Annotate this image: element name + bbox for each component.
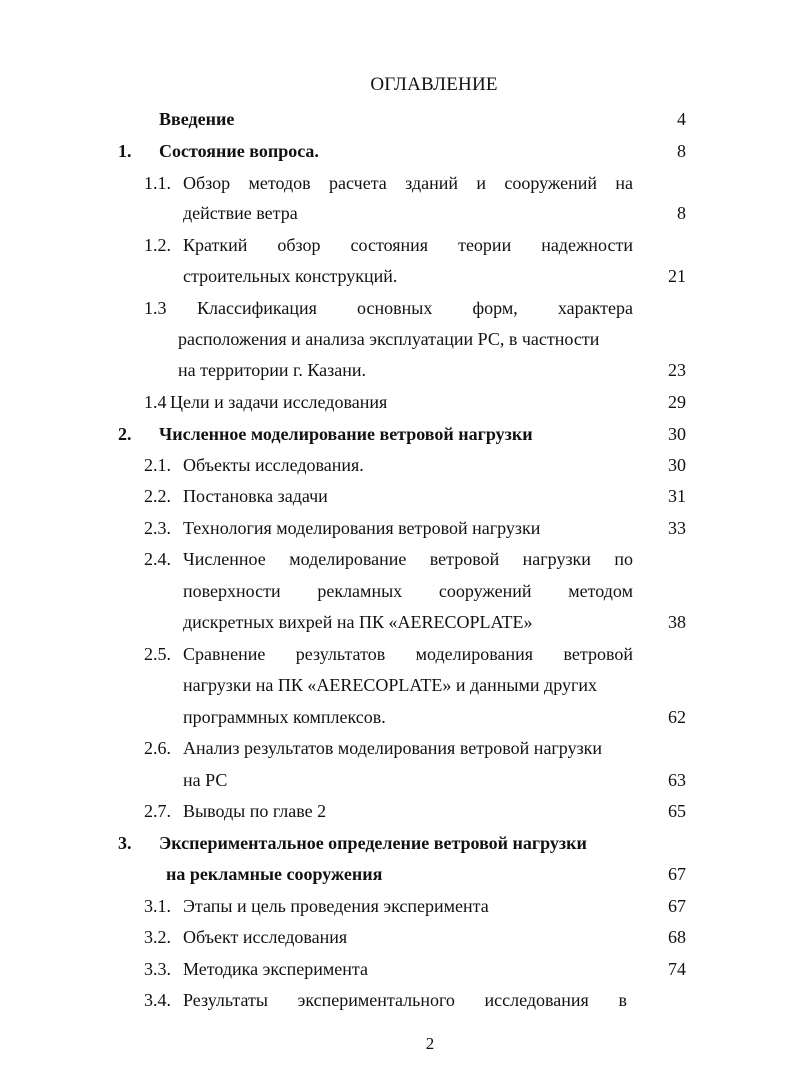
toc-entry-text: Методика эксперимента: [183, 959, 368, 979]
toc-entry-text: Численное моделирование ветровой нагрузки: [159, 424, 533, 444]
toc-word: ветровой: [563, 644, 633, 664]
toc-entry-page: 38: [668, 612, 686, 632]
toc-entry-text: Технология моделирования ветровой нагрузки: [183, 518, 541, 538]
toc-word: надежности: [541, 235, 633, 255]
toc-entry-num: 1.2.: [144, 235, 171, 255]
toc-entry-num: 3.1.: [144, 896, 171, 916]
toc-entry-num: 3.2.: [144, 927, 171, 947]
toc-entry-cont: нагрузки на ПК «AERECOPLATE» и данными других: [183, 675, 597, 695]
toc-word: Краткий: [183, 235, 248, 255]
toc-word: и: [476, 173, 486, 193]
toc-word: на: [615, 173, 633, 193]
toc-entry-text: [183, 642, 633, 666]
toc-entry-page: 8: [677, 141, 686, 161]
toc-entry-num: 2.7.: [144, 801, 171, 821]
toc-entry-text: Введение: [159, 109, 235, 129]
toc-entry-page: 74: [668, 959, 686, 979]
toc-word: сооружений: [504, 173, 597, 193]
toc-entry-page: 31: [668, 486, 686, 506]
toc-entry-text: Объект исследования: [183, 927, 348, 947]
toc-word: обзор: [277, 235, 321, 255]
toc-word: расчета: [329, 173, 387, 193]
toc-entry-cont: программных комплексов.: [183, 707, 386, 727]
toc-entry-page: 33: [668, 518, 686, 538]
toc-entry-num: 1.1.: [144, 173, 171, 193]
toc-entry-page: 30: [668, 424, 686, 444]
toc-word: основных: [357, 298, 433, 318]
toc-entry-page: 62: [668, 707, 686, 727]
toc-entry-num: 2.5.: [144, 644, 171, 664]
toc-word: ветровой: [429, 549, 500, 569]
toc-entry-num: 3.4.: [144, 990, 171, 1010]
toc-entry-page: 21: [668, 266, 686, 286]
toc-entry-page: 68: [668, 927, 686, 947]
toc-entry-text: Экспериментальное определение ветровой нагрузки: [159, 833, 587, 853]
toc-word: рекламных: [317, 581, 403, 601]
toc-entry-text: Выводы по главе 2: [183, 801, 327, 821]
toc-entry-page: 29: [668, 392, 686, 412]
toc-word: в: [618, 990, 627, 1010]
toc-entry-text: [183, 547, 633, 571]
toc-entry-cont: [183, 579, 633, 603]
toc-entry-page: 4: [677, 109, 686, 129]
toc-word: теории: [458, 235, 512, 255]
toc-entry-text: Анализ результатов моделирования ветровой нагрузки: [183, 738, 603, 758]
toc-word: экспериментального: [297, 990, 455, 1010]
toc-word: зданий: [405, 173, 458, 193]
toc-word: сооружений: [438, 581, 532, 601]
toc-word: результатов: [295, 644, 386, 664]
toc-entry-page: 67: [668, 896, 686, 916]
toc-entry-cont: действие ветра: [183, 203, 298, 223]
toc-entry-page: 65: [668, 801, 686, 821]
toc-word: форм,: [472, 298, 518, 318]
toc-entry-text: Этапы и цель проведения эксперимента: [183, 896, 489, 916]
toc-entry-page: 30: [668, 455, 686, 475]
toc-entry-num: 3.: [118, 833, 132, 853]
toc-entry-cont: на территории г. Казани.: [178, 360, 366, 380]
toc-entry-num: 1.3: [144, 298, 167, 318]
toc-word: состояния: [350, 235, 429, 255]
toc-word: методов: [248, 173, 311, 193]
toc-entry-cont: на рекламные сооружения: [166, 864, 383, 884]
toc-entry-page: 8: [677, 203, 686, 223]
toc-word: по: [614, 549, 633, 569]
toc-entry-text: [183, 171, 633, 195]
toc-entry-text: [183, 988, 627, 1012]
toc-word: Обзор: [183, 173, 231, 193]
toc-title: ОГЛАВЛЕНИЕ: [370, 74, 498, 95]
toc-entry-page: 63: [668, 770, 686, 790]
toc-entry-cont: строительных конструкций.: [183, 266, 398, 286]
toc-entry-num: 2.1.: [144, 455, 171, 475]
toc-entry-num: 2.2.: [144, 486, 171, 506]
toc-word: Классификация: [197, 298, 317, 318]
toc-entry-text: Цели и задачи исследования: [170, 392, 388, 412]
page-number: 2: [425, 1034, 435, 1053]
toc-entry-text: Состояние вопроса.: [159, 141, 319, 161]
toc-word: моделирования: [415, 644, 534, 664]
toc-word: моделирование: [289, 549, 407, 569]
toc-word: исследования: [484, 990, 589, 1010]
toc-word: нагрузки: [522, 549, 591, 569]
toc-entry-page: 67: [668, 864, 686, 884]
toc-entry-cont: на РС: [183, 770, 228, 790]
toc-word: Результаты: [183, 990, 268, 1010]
toc-entry-num: 2.6.: [144, 738, 171, 758]
toc-entry-num: 1.: [118, 141, 132, 161]
toc-entry-text: [183, 233, 633, 257]
toc-word: поверхности: [183, 581, 281, 601]
toc-entry-text: [197, 296, 633, 320]
toc-entry-num: 2.4.: [144, 549, 171, 569]
toc-entry-cont: дискретных вихрей на ПК «AERECOPLATE»: [183, 612, 533, 632]
toc-entry-cont: расположения и анализа эксплуатации РС, в частности: [178, 329, 600, 349]
toc-word: характера: [557, 298, 633, 318]
toc-entry-text: Постановка задачи: [183, 486, 328, 506]
toc-entry-num: 2.3.: [144, 518, 171, 538]
toc-entry-num: 3.3.: [144, 959, 171, 979]
toc-entry-num: 2.: [118, 424, 132, 444]
toc-entry-text: Объекты исследования.: [183, 455, 364, 475]
toc-word: методом: [568, 581, 633, 601]
toc-word: Численное: [183, 549, 266, 569]
toc-word: Сравнение: [183, 644, 266, 664]
toc-entry-num: 1.4: [144, 392, 167, 412]
toc-entry-page: 23: [668, 360, 686, 380]
